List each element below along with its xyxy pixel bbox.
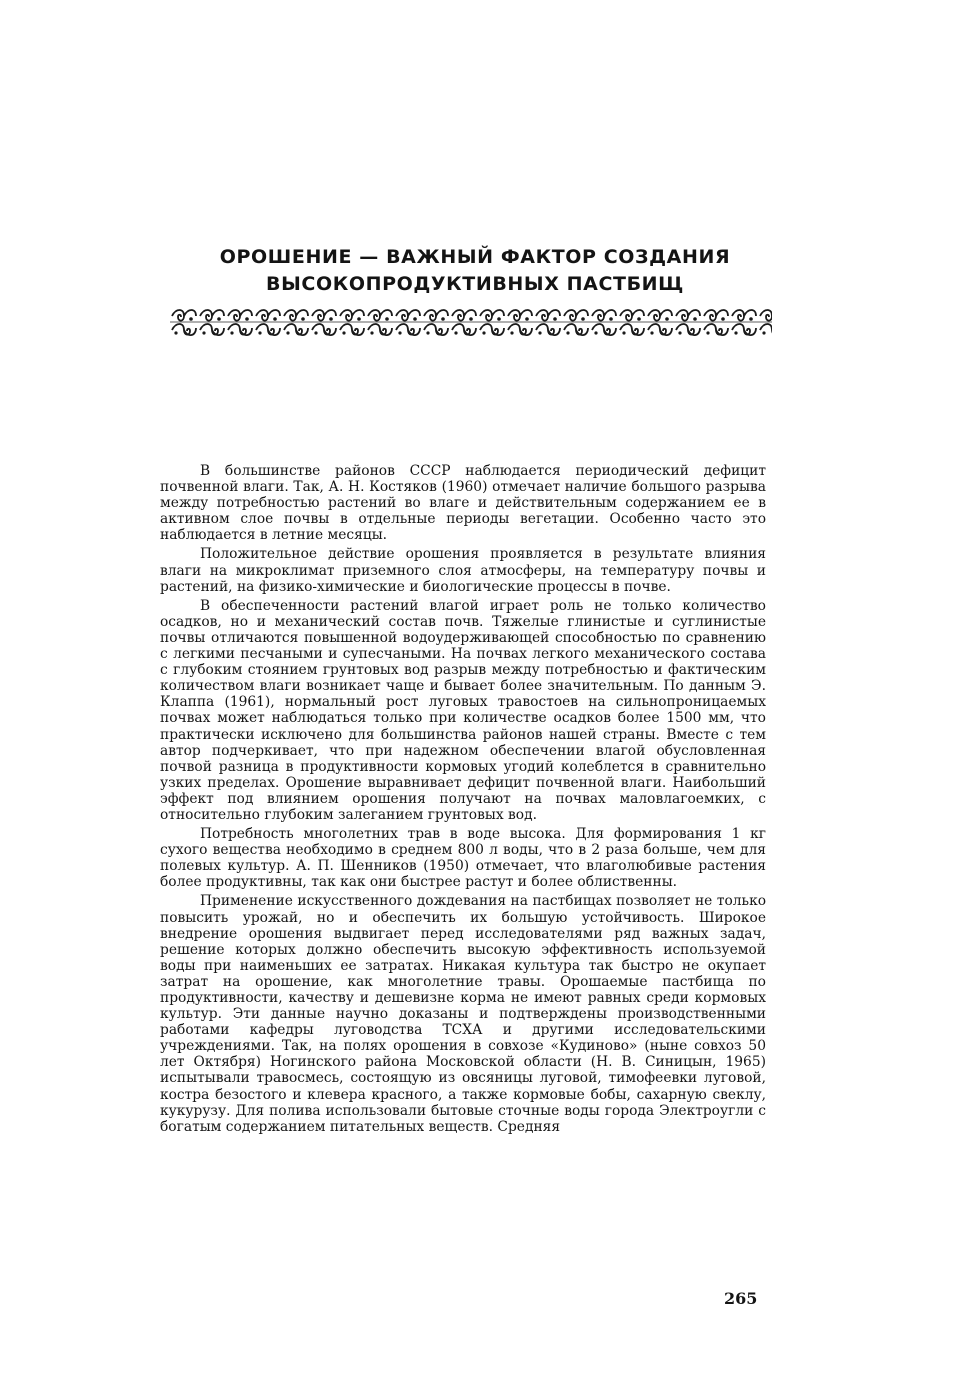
paragraph: В обеспеченности растений влагой играет роль не только количество осадков, но и механический состав почв. Тяжелые глинистые и суглинистые почвы отличаются повышенной водоудерживающей способностью по сравнению с легкими песчаными и супесчаными. На почвах легкого механического состава с глубоким стоянием грунтовых вод разрыв между потребностью и фактическим количеством влаги возникает чаще и бывает более значительным. По данным Э. Клаппа (1961), нормальный рост луговых травостоев на сильнопроницаемых почвах может наблюдаться только при количестве осадков более 1500 мм, что практически исключено для большинства районов нашей страны. Вместе с тем автор подчеркивает, что при надежном обеспечении влагой обусловленная почвой разница в продуктивности кормовых угодий колеблется в сравнительно узких пределах. Орошение выравнивает дефицит почвенной влаги. Наибольший эффект под влиянием орошения получают на почвах маловлагоемких, с относительно глубоким залеганием грунтовых вод. [160, 597, 766, 823]
decorative-ornament-divider [170, 306, 772, 338]
page-number: 265 [724, 1289, 758, 1308]
paragraph: Применение искусственного дождевания на пастбищах позволяет не только повысить урожай, но и обеспечить их большую устойчивость. Широкое внедрение орошения выдвигает перед исследователями ряд важных задач, решение которых должно обеспечить высокую эффективность используемой воды при наименьших ее затратах. Никакая культура так быстро не окупает затрат на орошение, как многолетние травы. Орошаемые пастбища по продуктивности, качеству и дешевизне корма не имеют равных среди кормовых культур. Эти данные научно доказаны и подтверждены производственными работами кафедры луговодства ТСХА и другими исследовательскими учреждениями. Так, на полях орошения в совхозе «Кудиново» (ныне совхоз 50 лет Октября) Ногинского района Московской области (Н. В. Синицын, 1965) испытывали травосмесь, состоящую из овсяницы луговой, тимофеевки луговой, костра безостого и клевера красного, а также кормовые бобы, сахарную свеклу, кукурузу. Для полива использовали бытовые сточные воды города Электроугли с богатым содержанием питательных веществ. Средняя [160, 893, 766, 1135]
paragraph: Положительное действие орошения проявляется в результате влияния влаги на микроклимат приземного слоя атмосферы, на температуру почвы и растений, на физико-химические и биологические процессы в почве. [160, 546, 766, 595]
chapter-title-line-1: ОРОШЕНИЕ — ВАЖНЫЙ ФАКТОР СОЗДАНИЯ [219, 246, 731, 268]
chapter-title [150, 244, 800, 298]
paragraph: В большинстве районов СССР наблюдается периодический дефицит почвенной влаги. Так, А. Н. Костяков (1960) отмечает наличие большого разрыва между потребностью растений во влаге и действительным содержанием ее в активном слое почвы в отдельные периоды вегетации. Особенно часто это наблюдается в летние месяцы. [160, 463, 766, 544]
paragraph: Потребность многолетних трав в воде высока. Для формирования 1 кг сухого вещества необходимо в среднем 800 л воды, что в 2 раза больше, чем для полевых культур. А. П. Шенников (1950) отмечает, что влаголюбивые растения более продуктивны, так как они быстрее растут и более облиственны. [160, 826, 766, 891]
chapter-title-line-2: ВЫСОКОПРОДУКТИВНЫХ ПАСТБИЩ [266, 273, 684, 295]
article-body [160, 463, 766, 1138]
